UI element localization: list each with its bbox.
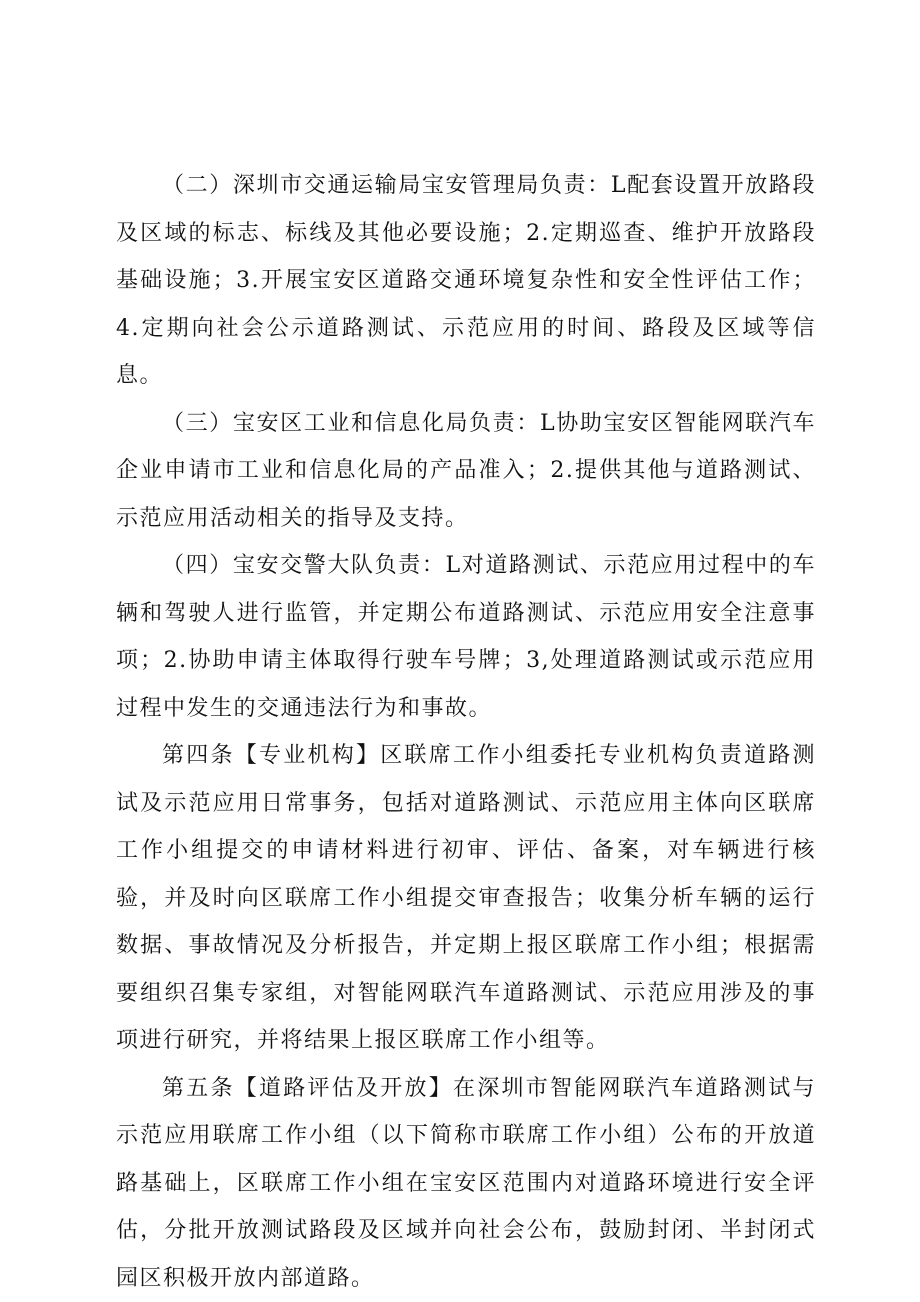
paragraph-article-4: 第四条【专业机构】区联席工作小组委托专业机构负责道路测试及示范应用日常事务，包括对道路测试、示范应用主体向区联席工作小组提交的申请材料进行初审、评估、备案，对车辆进行核验，并及时向区联席工作小组提交审查报告；收集分析车辆的运行数据、事故情况及分析报告，并定期上报区联席工作小组；根据需要组织召集专家组，对智能网联汽车道路测试、示范应用涉及的事项进行研究，并将结果上报区联席工作小组等。 [116, 732, 816, 1065]
document-body [116, 162, 816, 1302]
paragraph-baoan-transport-bureau: （二）深圳市交通运输局宝安管理局负责：L配套设置开放路段及区域的标志、标线及其他必要设施；2.定期巡查、维护开放路段基础设施；3.开展宝安区道路交通环境复杂性和安全性评估工作；4.定期向社会公示道路测试、示范应用的时间、路段及区域等信息。 [116, 162, 816, 400]
paragraph-baoan-industry-bureau: （三）宝安区工业和信息化局负责：L协助宝安区智能网联汽车企业申请市工业和信息化局的产品准入；2.提供其他与道路测试、示范应用活动相关的指导及支持。 [116, 400, 816, 543]
paragraph-article-5: 第五条【道路评估及开放】在深圳市智能网联汽车道路测试与示范应用联席工作小组（以下简称市联席工作小组）公布的开放道路基础上，区联席工作小组在宝安区范围内对道路环境进行安全评估，分批开放测试路段及区域并向社会公布，鼓励封闭、半封闭式园区积极开放内部道路。 [116, 1065, 816, 1302]
paragraph-baoan-traffic-police: （四）宝安交警大队负责：L对道路测试、示范应用过程中的车辆和驾驶人进行监管，并定期公布道路测试、示范应用安全注意事项；2.协助申请主体取得行驶车号牌；3,处理道路测试或示范应用过程中发生的交通违法行为和事故。 [116, 542, 816, 732]
